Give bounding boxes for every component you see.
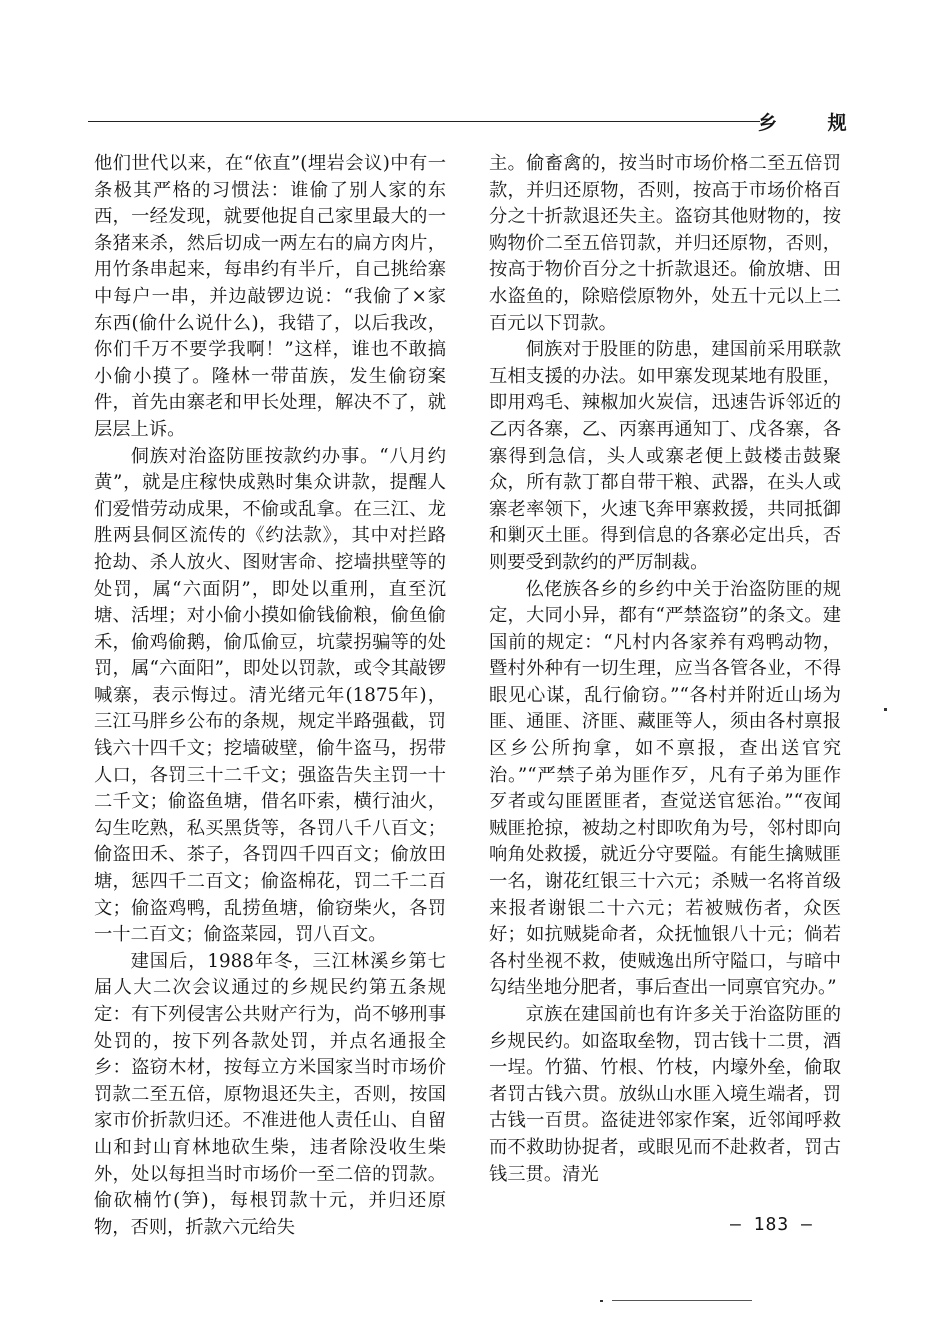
header-rule (88, 121, 760, 122)
paragraph: 主。偷畜禽的，按当时市场价格二至五倍罚款，并归还原物，否则，按高于市场价格百分之十折款退还失主。盗窃其他财物的，按购物价二至五倍罚款，并归还原物，否则，按高于物价百分之十折款退还。偷放塘、田水盗鱼的，除赔偿原物外，处五十元以上二百元以下罚款。 (489, 153, 841, 334)
paragraph: 侗族对于股匪的防患，建国前采用联款互相支援的办法。如甲寨发现某地有股匪，即用鸡毛、辣椒加火炭信，迅速告诉邻近的乙丙各寨，乙、丙寨再通知丁、戊各寨，各寨得到急信，头人或寨老便上鼓楼击鼓聚众，所有款丁都自带干粮、武器，在头人或寨老率领下，火速飞奔甲寨救援，共同抵御和剿灭土匪。得到信息的各寨必定出兵，否则要受到款约的严厉制裁。 (489, 339, 841, 573)
page-number: — 183 — (730, 1214, 813, 1235)
paragraph: 京族在建国前也有许多关于治盗防匪的乡规民约。如盗取垒物，罚古钱十二贯，酒一埕。竹猫、竹根、竹枝，内壕外垒，偷取者罚古钱六贯。放纵山水匪入境生端者，罚古钱一百贯。盗徒进邻家作案，近邻闻呼救而不救助协捉者，或眼见而不赴救者，罚古钱三贯。清光 (489, 1004, 841, 1185)
paragraph: 他们世代以来，在“依直”(埋岩会议)中有一条极其严格的习惯法：谁偷了别人家的东西，一经发现，就要他捉自己家里最大的一条猪来杀，然后切成一两左右的扁方肉片，用竹条串起来，每串约有半斤，自己挑给寨中每户一串，并边敲锣边说：“我偷了×家东西(偷什么说什么)，我错了，以后我改，你们千万不要学我啊！”这样，谁也不敢搞小偷小摸了。隆林一带苗族，发生偷窃案件，首先由寨老和甲长处理，解决不了，就层层上诉。 (94, 153, 446, 440)
scan-artifact (612, 1300, 752, 1301)
scan-artifact (600, 1300, 603, 1302)
paragraph: 建国后，1988年冬，三江林溪乡第七届人大二次会议通过的乡规民约第五条规定：有下列侵害公共财产行为，尚不够刑事处罚的，按下列各款处罚，并点名通报全乡：盗窃木材，按每立方米国家当时市场价罚款二至五倍，原物退还失主，否则，按国家市价折款归还。不准进他人责任山、自留山和封山育林地砍生柴，违者除没收生柴外，处以每担当时市场价一至二倍的罚款。偷砍楠竹(笋)，每根罚款十元，并归还原物，否则，折款六元给失 (94, 950, 446, 1238)
paragraph: 侗族对治盗防匪按款约办事。“八月约黄”，就是庄稼快成熟时集众讲款，提醒人们爱惜劳动成果，不偷或乱拿。在三江、龙胜两县侗区流传的《约法款》，其中对拦路抢劫、杀人放火、图财害命、挖墙拱壁等的处罚，属“六面阴”，即处以重刑，直至沉塘、活埋；对小偷小摸如偷钱偷粮，偷鱼偷禾，偷鸡偷鹅，偷瓜偷豆，坑蒙拐骗等的处罚，属“六面阳”，即处以罚款，或令其敲锣喊寨，表示悔过。清光绪元年(1875年)，三江马胖乡公布的条规，规定半路强截，罚钱六十四千文；挖墙破壁，偷牛盗马，拐带人口，各罚三十二千文；强盗告失主罚一十二千文；偷盗鱼塘，借名吓索，横行油火，勾生吃熟，私买黑货等，各罚八千八百文；偷盗田禾、茶子，各罚四千四百文；偷放田塘，惩四千二百文；偷盗棉花，罚二千二百文；偷盗鸡鸭，乱捞鱼塘，偷窃柴火，各罚一十二百文；偷盗菜园，罚八百文。 (94, 445, 446, 946)
scan-artifact (884, 708, 887, 711)
right-column (489, 151, 841, 1188)
left-column (94, 151, 446, 1241)
running-head: 乡 规 (758, 112, 869, 134)
paragraph: 仫佬族各乡的乡约中关于治盗防匪的规定，大同小异，都有“严禁盗窃”的条文。建国前的规定：“凡村内各家养有鸡鸭动物，暨村外种有一切生理，应当各管各业，不得眼见心谋，乱行偷窃。”“各村并附近山场为匪、通匪、济匪、藏匪等人，须由各村禀报区乡公所拘拿，如不禀报，查出送官究治。”“严禁子弟为匪作歹，凡有子弟为匪作歹者或勾匪匿匪者，查觉送官惩治。”“夜闻贼匪抢掠，被劫之村即吹角为号，邻村即向响角处救援，就近分守要隘。有能生擒贼匪一名，谢花红银三十六元；杀贼一名将首级来报者谢银二十六元；若被贼伤者，众医好；如抗贼毙命者，众抚恤银八十元；倘若各村坐视不救，使贼逸出所守隘口，与暗中勾结坐地分肥者，事后查出一同禀官究办。” (489, 578, 841, 999)
